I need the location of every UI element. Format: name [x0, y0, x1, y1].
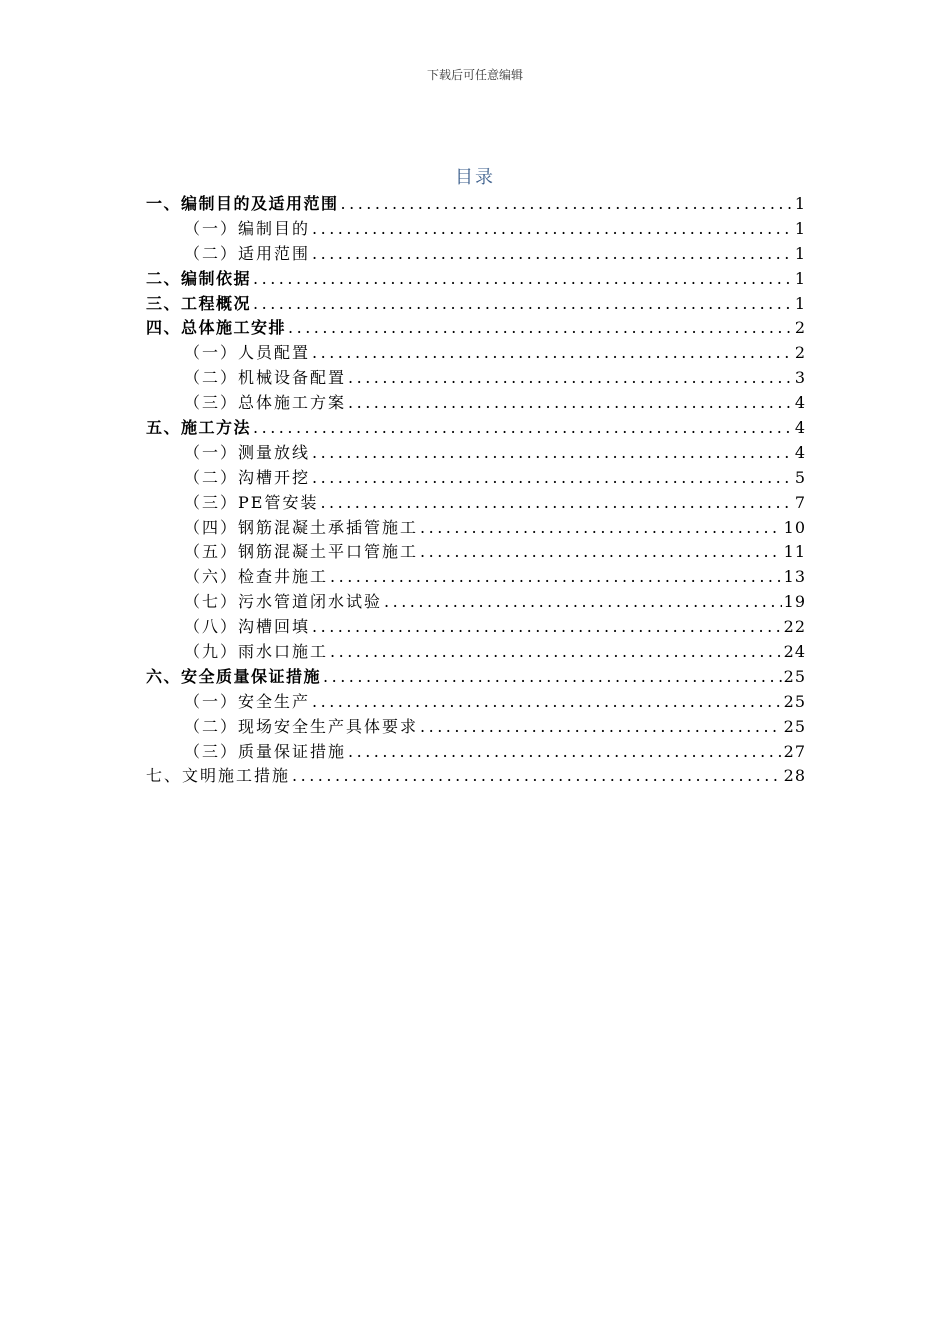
toc-entry-label: （七）污水管道闭水试验	[184, 592, 383, 612]
toc-entry-label: 四、总体施工安排	[146, 318, 287, 338]
toc-section-entry[interactable]	[146, 292, 806, 317]
table-of-contents	[146, 192, 806, 789]
toc-section-entry[interactable]	[146, 764, 806, 789]
toc-section-entry[interactable]	[146, 192, 806, 217]
toc-entry-label: （五）钢筋混凝土平口管施工	[184, 542, 419, 562]
toc-subsection-entry[interactable]	[146, 391, 806, 416]
toc-dot-leader	[292, 764, 782, 789]
toc-entry-label: （三）质量保证措施	[184, 741, 347, 761]
toc-entry-label: （一）人员配置	[184, 343, 311, 363]
toc-subsection-entry[interactable]	[146, 540, 806, 565]
toc-page-number: 4	[794, 418, 806, 438]
toc-entry-label: 二、编制依据	[146, 268, 252, 288]
toc-dot-leader	[384, 590, 782, 615]
toc-dot-leader	[312, 242, 793, 267]
toc-entry-label: （四）钢筋混凝土承插管施工	[184, 517, 419, 537]
toc-dot-leader	[348, 740, 782, 765]
toc-entry-label: （三）总体施工方案	[184, 393, 347, 413]
toc-page-number: 7	[794, 492, 806, 512]
toc-page-number: 10	[783, 517, 806, 537]
toc-entry-label: （二）现场安全生产具体要求	[184, 716, 419, 736]
toc-page-number: 11	[783, 542, 806, 562]
toc-dot-leader	[420, 715, 782, 740]
toc-section-entry[interactable]	[146, 416, 806, 441]
toc-dot-leader	[253, 292, 793, 317]
toc-page-number: 24	[783, 642, 806, 662]
toc-entry-label: （一）编制目的	[184, 218, 311, 238]
toc-entry-label: （二）沟槽开挖	[184, 467, 311, 487]
toc-dot-leader	[253, 267, 793, 292]
toc-dot-leader	[348, 391, 793, 416]
toc-dot-leader	[312, 466, 793, 491]
toc-dot-leader	[312, 441, 793, 466]
toc-dot-leader	[312, 217, 793, 242]
toc-dot-leader	[341, 192, 793, 217]
toc-page-number: 28	[783, 766, 806, 786]
toc-subsection-entry[interactable]	[146, 715, 806, 740]
toc-entry-label: （九）雨水口施工	[184, 642, 329, 662]
toc-dot-leader	[323, 665, 782, 690]
toc-section-entry[interactable]	[146, 316, 806, 341]
header-note: 下载后可任意编辑	[426, 68, 523, 82]
toc-page-number: 19	[783, 592, 806, 612]
toc-subsection-entry[interactable]	[146, 516, 806, 541]
toc-dot-leader	[348, 366, 793, 391]
toc-subsection-entry[interactable]	[146, 466, 806, 491]
toc-page-number: 1	[794, 268, 806, 288]
toc-subsection-entry[interactable]	[146, 366, 806, 391]
toc-subsection-entry[interactable]	[146, 217, 806, 242]
toc-page-number: 1	[794, 243, 806, 263]
toc-dot-leader	[288, 316, 793, 341]
toc-page-number: 22	[783, 617, 806, 637]
toc-page-number: 3	[794, 368, 806, 388]
toc-dot-leader	[312, 615, 782, 640]
toc-page-number: 27	[783, 741, 806, 761]
toc-entry-label: （一）测量放线	[184, 442, 311, 462]
toc-subsection-entry[interactable]	[146, 242, 806, 267]
toc-entry-label: （三）PE管安装	[184, 492, 319, 512]
toc-dot-leader	[330, 565, 782, 590]
toc-page-number: 25	[783, 666, 806, 686]
toc-page-number: 1	[794, 293, 806, 313]
toc-entry-label: 三、工程概况	[146, 293, 252, 313]
toc-entry-label: 六、安全质量保证措施	[146, 666, 322, 686]
toc-page-number: 4	[794, 442, 806, 462]
toc-subsection-entry[interactable]	[146, 491, 806, 516]
toc-dot-leader	[420, 516, 782, 541]
toc-dot-leader	[312, 341, 793, 366]
toc-title: 目录	[455, 167, 495, 188]
toc-entry-label: （二）机械设备配置	[184, 368, 347, 388]
toc-page-number: 5	[794, 467, 806, 487]
toc-subsection-entry[interactable]	[146, 441, 806, 466]
toc-entry-label: 七、文明施工措施	[146, 766, 291, 786]
toc-dot-leader	[312, 690, 782, 715]
toc-entry-label: （八）沟槽回填	[184, 617, 311, 637]
toc-dot-leader	[420, 540, 782, 565]
toc-subsection-entry[interactable]	[146, 615, 806, 640]
toc-page-number: 1	[794, 194, 806, 213]
toc-dot-leader	[330, 640, 782, 665]
toc-page-number: 2	[794, 318, 806, 338]
toc-dot-leader	[320, 491, 792, 516]
toc-page-number: 4	[794, 393, 806, 413]
toc-subsection-entry[interactable]	[146, 590, 806, 615]
toc-page-number: 25	[783, 691, 806, 711]
toc-subsection-entry[interactable]	[146, 740, 806, 765]
toc-entry-label: 一、编制目的及适用范围	[146, 194, 339, 213]
toc-section-entry[interactable]	[146, 267, 806, 292]
toc-subsection-entry[interactable]	[146, 690, 806, 715]
toc-page-number: 2	[794, 343, 806, 363]
toc-entry-label: （二）适用范围	[184, 243, 311, 263]
toc-entry-label: （六）检查井施工	[184, 567, 329, 587]
toc-subsection-entry[interactable]	[146, 565, 806, 590]
toc-page-number: 13	[783, 567, 806, 587]
toc-entry-label: 五、施工方法	[146, 418, 252, 438]
toc-section-entry[interactable]	[146, 665, 806, 690]
toc-page-number: 25	[783, 716, 806, 736]
toc-page-number: 1	[794, 218, 806, 238]
toc-dot-leader	[253, 416, 793, 441]
toc-subsection-entry[interactable]	[146, 341, 806, 366]
toc-entry-label: （一）安全生产	[184, 691, 311, 711]
toc-subsection-entry[interactable]	[146, 640, 806, 665]
